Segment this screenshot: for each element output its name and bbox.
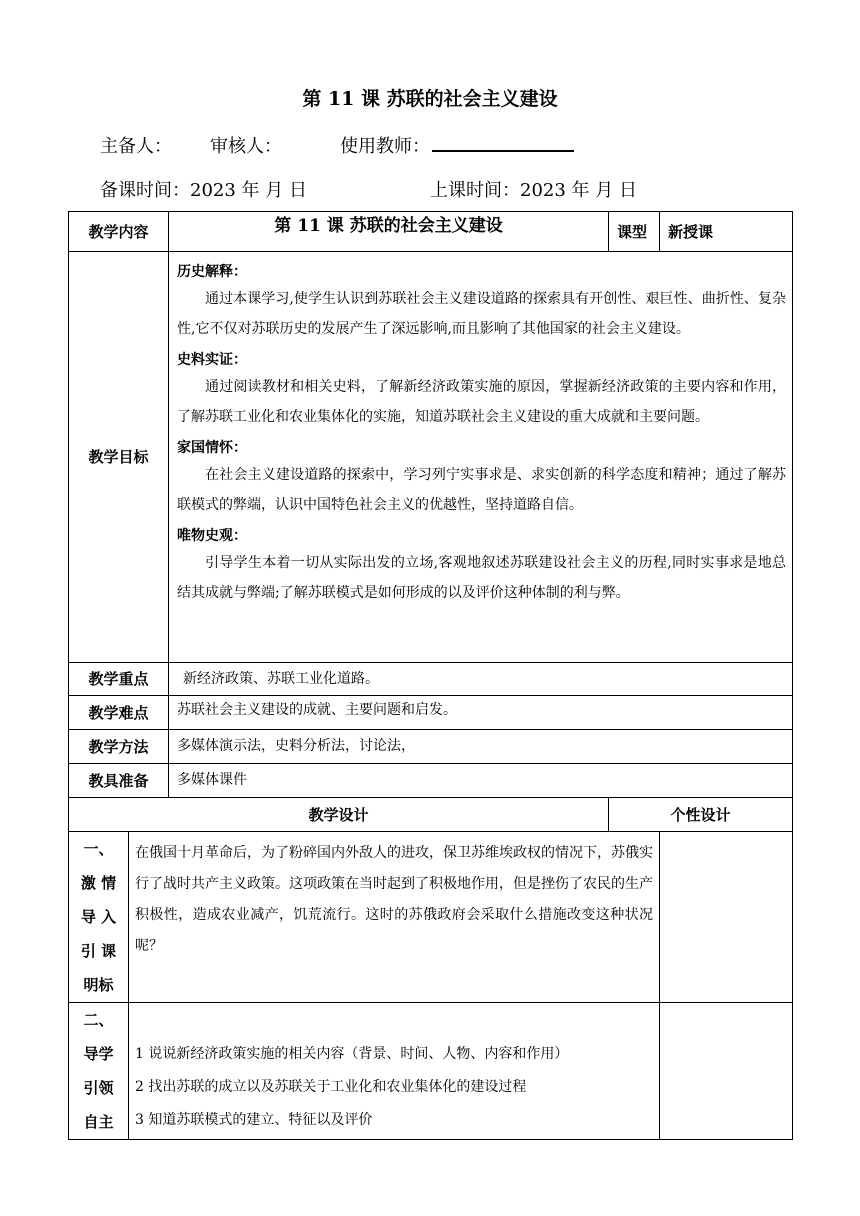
goal-text: 引导学生本着一切从实际出发的立场,客观地叙述苏联建设社会主义的历程,同时实事求是地总结其成就与弊端;了解苏联模式是如何形成的以及评价这种体制的利与弊。 (177, 555, 787, 601)
preparer-label: 主备人： (100, 136, 172, 157)
goal-heading: 家国情怀： (177, 440, 248, 456)
step1-personal (660, 832, 793, 1003)
goal-heading: 唯物史观： (177, 528, 248, 544)
teacher-blank (432, 132, 574, 152)
goal-text: 通过阅读教材和相关史料，了解新经济政策实施的原因，掌握新经济政策的主要内容和作用，了解苏联工业化和农业集体化的实施，知道苏联社会主义建设的重大成就和主要问题。 (177, 379, 787, 425)
step1-label-line: 引 课 (80, 942, 117, 960)
goal-text: 在社会主义建设道路的探索中，学习列宁实事求是、求实创新的科学态度和精神；通过了解苏联模式的弊端，认识中国特色社会主义的优越性，坚持道路自信。 (177, 467, 787, 513)
step1-text: 在俄国十月革命后，为了粉碎国内外敌人的进攻，保卫苏维埃政权的情况下，苏俄实行了战时共产主义政策。这项政策在当时起到了积极地作用，但是挫伤了农民的生产积极性，造成农业减产，饥荒流行。这时的苏俄政府会采取什么措施改变这种状况呢？ (129, 832, 660, 1003)
goal-materialism (177, 524, 786, 608)
reviewer-label: 审核人： (210, 136, 282, 157)
staff-line (100, 132, 574, 158)
list-item: 1 说说新经济政策实施的相关内容（背景、时间、人物、内容和作用） (135, 1046, 569, 1062)
step2-content (129, 1003, 660, 1140)
goal-history-explanation (177, 260, 786, 344)
goal-heading: 历史解释： (177, 264, 248, 280)
tools-label: 教具准备 (69, 764, 169, 798)
step2-label-line: 二、 (83, 1011, 114, 1029)
key-point-value: 新经济政策、苏联工业化道路。 (169, 663, 793, 696)
lesson-plan-table (68, 211, 793, 1140)
key-point-label: 教学重点 (69, 663, 169, 696)
prep-time: 备课时间：2023 年 月 日 (100, 180, 307, 201)
teacher-label: 使用教师： (340, 136, 430, 157)
content-title: 第 11 课 苏联的社会主义建设 (169, 212, 609, 252)
step2-label-line: 自主 (83, 1113, 114, 1131)
goal-historical-evidence (177, 348, 786, 432)
step2-personal (660, 1003, 793, 1140)
goals-label: 教学目标 (69, 252, 169, 663)
goal-heading: 史料实证： (177, 352, 248, 368)
time-line (100, 176, 637, 202)
tools-value: 多媒体课件 (169, 764, 793, 798)
type-label: 课型 (609, 212, 660, 252)
difficulty-label: 教学难点 (69, 696, 169, 730)
method-value: 多媒体演示法，史料分析法，讨论法， (169, 730, 793, 764)
method-label: 教学方法 (69, 730, 169, 764)
content-label: 教学内容 (69, 212, 169, 252)
personal-design-header: 个性设计 (609, 798, 793, 832)
step2-label-line: 引领 (83, 1079, 114, 1097)
step1-label-line: 一、 (83, 840, 114, 858)
class-time: 上课时间：2023 年 月 日 (430, 180, 637, 201)
step1-label (69, 832, 129, 1003)
goal-patriotism (177, 436, 786, 520)
difficulty-value: 苏联社会主义建设的成就、主要问题和启发。 (169, 696, 793, 730)
list-item: 3 知道苏联模式的建立、特征以及评价 (135, 1112, 373, 1128)
goal-text: 通过本课学习,使学生认识到苏联社会主义建设道路的探索具有开创性、艰巨性、曲折性、复杂性,它不仅对苏联历史的发展产生了深远影响,而且影响了其他国家的社会主义建设。 (177, 291, 787, 337)
type-value: 新授课 (660, 212, 793, 252)
step1-label-line: 激 情 (80, 874, 117, 892)
step2-label (69, 1003, 129, 1140)
step1-label-line: 导 入 (80, 908, 117, 926)
step2-label-line: 导学 (83, 1045, 114, 1063)
lesson-title: 第 11 课 苏联的社会主义建设 (302, 88, 558, 110)
goals-content (169, 252, 793, 663)
list-item: 2 找出苏联的成立以及苏联关于工业化和农业集体化的建设过程 (135, 1079, 527, 1095)
step1-label-line: 明标 (83, 976, 114, 994)
design-header: 教学设计 (69, 798, 609, 832)
